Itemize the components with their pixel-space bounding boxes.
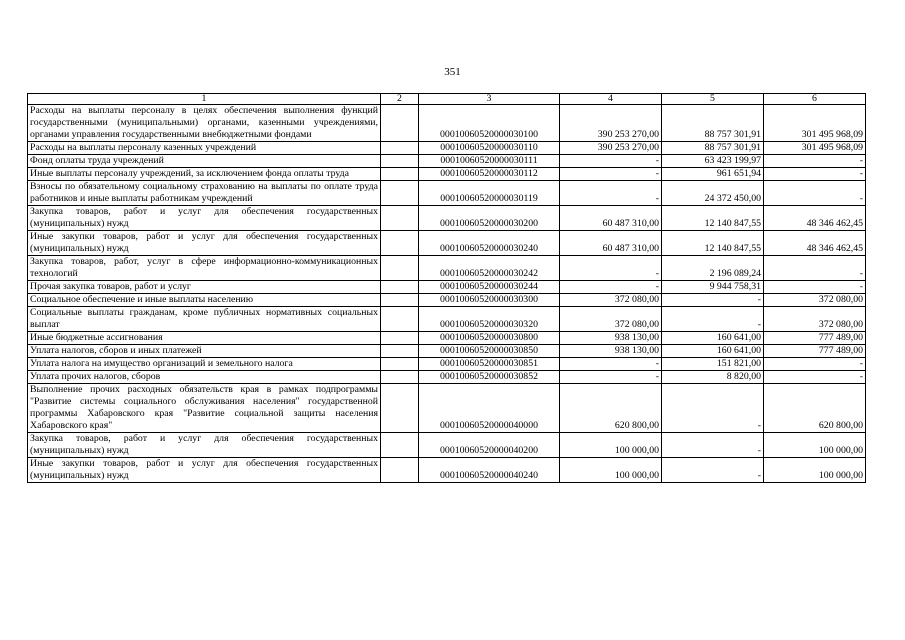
header-cell-6: 6 bbox=[764, 94, 866, 105]
row-column-2 bbox=[381, 231, 419, 256]
table-row bbox=[28, 458, 866, 483]
row-column-2 bbox=[381, 155, 419, 168]
table-row bbox=[28, 358, 866, 371]
header-cell-5: 5 bbox=[662, 94, 764, 105]
header-cell-2: 2 bbox=[381, 94, 419, 105]
row-column-2 bbox=[381, 281, 419, 294]
row-value-col6: 620 800,00 bbox=[764, 384, 866, 433]
row-value-col6: - bbox=[764, 358, 866, 371]
header-cell-3: 3 bbox=[419, 94, 560, 105]
row-code: 00010060520000030244 bbox=[419, 281, 560, 294]
row-value-col4: - bbox=[560, 281, 662, 294]
page-number: 351 bbox=[444, 66, 461, 78]
header-cell-4: 4 bbox=[560, 94, 662, 105]
row-column-2 bbox=[381, 181, 419, 206]
row-description: Расходы на выплаты персоналу в целях обеспечения выполнения функций государственными (муниципальными) органами, казенными учреждениями, органами управления государственными внебюджетными фондами bbox=[28, 105, 381, 142]
row-value-col4: - bbox=[560, 168, 662, 181]
row-value-col4: - bbox=[560, 155, 662, 168]
row-code: 00010060520000040000 bbox=[419, 384, 560, 433]
row-value-col5: - bbox=[662, 458, 764, 483]
table-row bbox=[28, 371, 866, 384]
row-value-col5: 961 651,94 bbox=[662, 168, 764, 181]
row-value-col6: 372 080,00 bbox=[764, 294, 866, 307]
row-code: 00010060520000030240 bbox=[419, 231, 560, 256]
row-description: Закупка товаров, работ и услуг для обеспечения государственных (муниципальных) нужд bbox=[28, 206, 381, 231]
row-description: Иные бюджетные ассигнования bbox=[28, 332, 381, 345]
table-row bbox=[28, 345, 866, 358]
row-description: Уплата налога на имущество организаций и земельного налога bbox=[28, 358, 381, 371]
row-value-col5: 24 372 450,00 bbox=[662, 181, 764, 206]
row-value-col5: - bbox=[662, 384, 764, 433]
table-row bbox=[28, 281, 866, 294]
row-value-col6: 100 000,00 bbox=[764, 433, 866, 458]
row-value-col5: 12 140 847,55 bbox=[662, 231, 764, 256]
row-value-col5: 2 196 089,24 bbox=[662, 256, 764, 281]
row-value-col5: 12 140 847,55 bbox=[662, 206, 764, 231]
row-description: Иные закупки товаров, работ и услуг для обеспечения государственных (муниципальных) нужд bbox=[28, 231, 381, 256]
row-description: Иные закупки товаров, работ и услуг для обеспечения государственных (муниципальных) нужд bbox=[28, 458, 381, 483]
table-row bbox=[28, 384, 866, 433]
row-value-col4: - bbox=[560, 358, 662, 371]
row-code: 00010060520000030112 bbox=[419, 168, 560, 181]
table-row bbox=[28, 181, 866, 206]
budget-table bbox=[27, 93, 866, 483]
row-value-col5: - bbox=[662, 294, 764, 307]
row-value-col5: 160 641,00 bbox=[662, 345, 764, 358]
row-code: 00010060520000030100 bbox=[419, 105, 560, 142]
row-value-col4: - bbox=[560, 371, 662, 384]
row-column-2 bbox=[381, 307, 419, 332]
row-value-col6: 301 495 968,09 bbox=[764, 105, 866, 142]
row-value-col6: 100 000,00 bbox=[764, 458, 866, 483]
table-row bbox=[28, 332, 866, 345]
row-value-col5: - bbox=[662, 433, 764, 458]
row-value-col5: 88 757 301,91 bbox=[662, 105, 764, 142]
row-column-2 bbox=[381, 206, 419, 231]
row-column-2 bbox=[381, 142, 419, 155]
table-row bbox=[28, 256, 866, 281]
row-code: 00010060520000030242 bbox=[419, 256, 560, 281]
row-value-col5: 63 423 199,97 bbox=[662, 155, 764, 168]
row-column-2 bbox=[381, 256, 419, 281]
table-row bbox=[28, 294, 866, 307]
table-row bbox=[28, 433, 866, 458]
row-value-col4: 938 130,00 bbox=[560, 332, 662, 345]
row-value-col4: 60 487 310,00 bbox=[560, 231, 662, 256]
row-code: 00010060520000030800 bbox=[419, 332, 560, 345]
row-value-col4: 100 000,00 bbox=[560, 458, 662, 483]
row-value-col4: 390 253 270,00 bbox=[560, 142, 662, 155]
row-code: 00010060520000030852 bbox=[419, 371, 560, 384]
row-code: 00010060520000030300 bbox=[419, 294, 560, 307]
table-row bbox=[28, 142, 866, 155]
row-value-col4: 372 080,00 bbox=[560, 294, 662, 307]
row-value-col6: - bbox=[764, 281, 866, 294]
row-value-col4: 372 080,00 bbox=[560, 307, 662, 332]
row-value-col4: - bbox=[560, 181, 662, 206]
row-description: Выполнение прочих расходных обязательств края в рамках подпрограммы "Развитие системы социального обслуживания населения" государственной программы Хабаровского края "Развитие социальной защиты населения Хабаровского края" bbox=[28, 384, 381, 433]
row-code: 00010060520000030320 bbox=[419, 307, 560, 332]
row-value-col6: 777 489,00 bbox=[764, 345, 866, 358]
row-column-2 bbox=[381, 458, 419, 483]
row-value-col4: 100 000,00 bbox=[560, 433, 662, 458]
row-value-col6: 301 495 968,09 bbox=[764, 142, 866, 155]
row-description: Прочая закупка товаров, работ и услуг bbox=[28, 281, 381, 294]
row-value-col5: 160 641,00 bbox=[662, 332, 764, 345]
row-description: Расходы на выплаты персоналу казенных учреждений bbox=[28, 142, 381, 155]
row-column-2 bbox=[381, 371, 419, 384]
row-value-col5: - bbox=[662, 307, 764, 332]
table-row bbox=[28, 231, 866, 256]
row-value-col6: 48 346 462,45 bbox=[764, 206, 866, 231]
row-value-col6: - bbox=[764, 371, 866, 384]
row-column-2 bbox=[381, 294, 419, 307]
row-code: 00010060520000040200 bbox=[419, 433, 560, 458]
row-code: 00010060520000030200 bbox=[419, 206, 560, 231]
row-description: Уплата прочих налогов, сборов bbox=[28, 371, 381, 384]
row-description: Социальные выплаты гражданам, кроме публичных нормативных социальных выплат bbox=[28, 307, 381, 332]
row-description: Иные выплаты персоналу учреждений, за исключением фонда оплаты труда bbox=[28, 168, 381, 181]
row-value-col6: 48 346 462,45 bbox=[764, 231, 866, 256]
row-column-2 bbox=[381, 345, 419, 358]
table-row bbox=[28, 307, 866, 332]
header-cell-1: 1 bbox=[28, 94, 381, 105]
row-value-col4: 938 130,00 bbox=[560, 345, 662, 358]
row-description: Закупка товаров, работ, услуг в сфере информационно-коммуникационных технологий bbox=[28, 256, 381, 281]
row-value-col5: 88 757 301,91 bbox=[662, 142, 764, 155]
row-description: Уплата налогов, сборов и иных платежей bbox=[28, 345, 381, 358]
table-row bbox=[28, 105, 866, 142]
row-value-col6: 777 489,00 bbox=[764, 332, 866, 345]
header-row bbox=[28, 94, 866, 105]
row-description: Взносы по обязательному социальному страхованию на выплаты по оплате труда работников и иные выплаты работникам учреждений bbox=[28, 181, 381, 206]
row-value-col4: 390 253 270,00 bbox=[560, 105, 662, 142]
row-value-col5: 151 821,00 bbox=[662, 358, 764, 371]
row-column-2 bbox=[381, 358, 419, 371]
row-column-2 bbox=[381, 384, 419, 433]
row-code: 00010060520000030850 bbox=[419, 345, 560, 358]
row-value-col6: - bbox=[764, 155, 866, 168]
row-value-col5: 8 820,00 bbox=[662, 371, 764, 384]
row-column-2 bbox=[381, 332, 419, 345]
row-column-2 bbox=[381, 168, 419, 181]
row-code: 00010060520000030110 bbox=[419, 142, 560, 155]
row-value-col5: 9 944 758,31 bbox=[662, 281, 764, 294]
row-description: Закупка товаров, работ и услуг для обеспечения государственных (муниципальных) нужд bbox=[28, 433, 381, 458]
row-value-col6: - bbox=[764, 256, 866, 281]
row-value-col6: 372 080,00 bbox=[764, 307, 866, 332]
row-code: 00010060520000030851 bbox=[419, 358, 560, 371]
row-description: Фонд оплаты труда учреждений bbox=[28, 155, 381, 168]
row-column-2 bbox=[381, 433, 419, 458]
table-row bbox=[28, 168, 866, 181]
row-value-col6: - bbox=[764, 168, 866, 181]
row-value-col4: 620 800,00 bbox=[560, 384, 662, 433]
row-value-col6: - bbox=[764, 181, 866, 206]
row-description: Социальное обеспечение и иные выплаты населению bbox=[28, 294, 381, 307]
row-code: 00010060520000040240 bbox=[419, 458, 560, 483]
row-value-col4: - bbox=[560, 256, 662, 281]
row-column-2 bbox=[381, 105, 419, 142]
row-value-col4: 60 487 310,00 bbox=[560, 206, 662, 231]
table-row bbox=[28, 206, 866, 231]
row-code: 00010060520000030111 bbox=[419, 155, 560, 168]
table-row bbox=[28, 155, 866, 168]
row-code: 00010060520000030119 bbox=[419, 181, 560, 206]
